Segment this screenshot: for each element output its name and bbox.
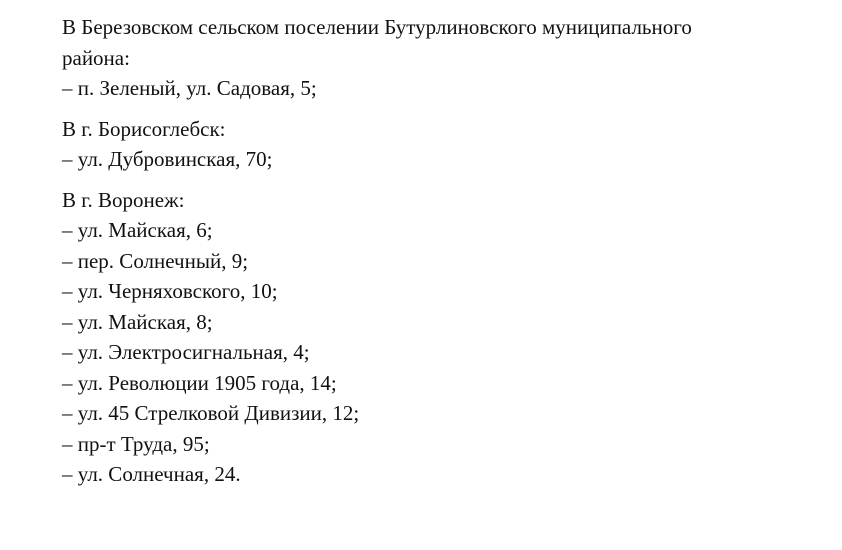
section-heading: В г. Воронеж: <box>62 187 185 212</box>
address-item: – ул. Электросигнальная, 4; <box>62 340 310 364</box>
address-item: – ул. Черняховского, 10; <box>62 279 278 303</box>
address-item: – ул. Майская, 6; <box>62 218 213 242</box>
address-item: – ул. Майская, 8; <box>62 309 213 334</box>
section-heading: В г. Борисоглебск: <box>62 116 226 141</box>
document-body <box>62 12 802 500</box>
section-borisoglebsk <box>62 114 802 175</box>
address-item: – ул. Революции 1905 года, 14; <box>62 370 337 395</box>
address-item: – ул. Дубровинская, 70; <box>62 147 273 171</box>
address-item: – пр-т Труда, 95; <box>62 431 210 456</box>
section-voronezh <box>62 185 802 490</box>
address-item: – ул. 45 Стрелковой Дивизии, 12; <box>62 401 360 425</box>
section-heading-continuation: района: <box>62 45 130 70</box>
address-item: – пер. Солнечный, 9; <box>62 248 249 273</box>
section-buturlinovsky <box>62 12 802 104</box>
address-item: – ул. Солнечная, 24. <box>62 462 241 486</box>
address-item: – п. Зеленый, ул. Садовая, 5; <box>62 76 317 100</box>
section-heading: В Березовском сельском поселении Бутурлиновского муниципального <box>62 15 692 39</box>
